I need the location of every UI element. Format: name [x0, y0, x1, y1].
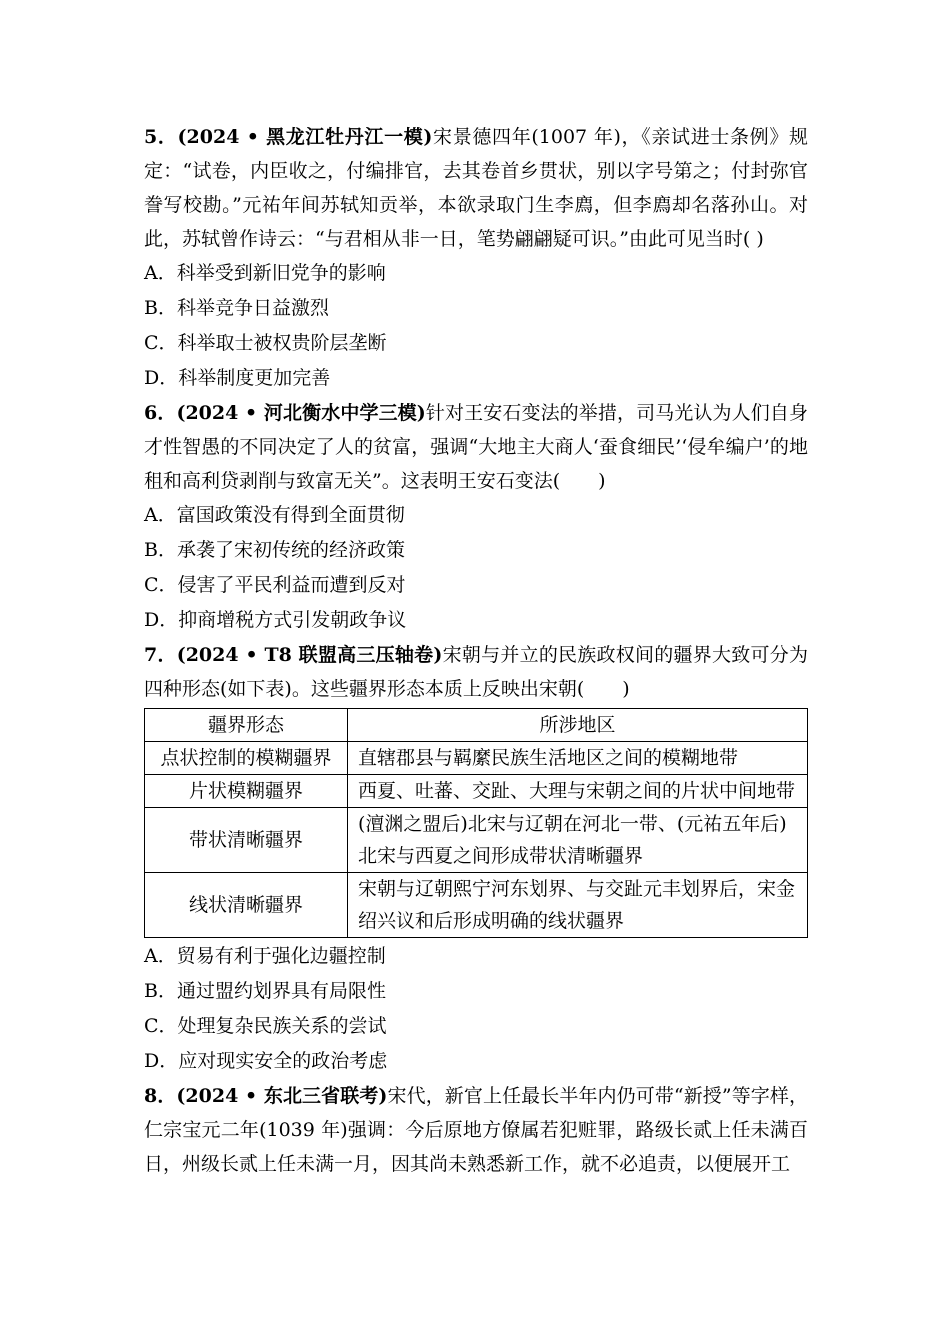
option-b: B．科举竞争日益激烈 — [144, 297, 329, 319]
table-cell: 点状控制的模糊疆界 — [145, 742, 348, 775]
option-b: B．承袭了宋初传统的经济政策 — [144, 539, 405, 561]
table-row — [145, 775, 808, 808]
question-stem: 宋朝与并立的民族政权间的疆界大致可分为四种形态(如下表)。这些疆界形态本质上反映出宋朝( ) — [144, 644, 808, 700]
table-row — [145, 742, 808, 775]
table-header: 所涉地区 — [348, 709, 808, 742]
question-number: 6． — [144, 402, 177, 424]
question-number: 7． — [144, 644, 177, 666]
question-stem: 针对王安石变法的举措，司马光认为人们自身才性智愚的不同决定了人的贫富，强调“大地主大商人‘蚕食细民’‘侵牟编户’的地租和高利贷剥削与致富无关”。这表明王安石变法( ) — [144, 402, 808, 492]
table-cell: 带状清晰疆界 — [145, 808, 348, 873]
question-list — [144, 120, 808, 1181]
option-b: B．通过盟约划界具有局限性 — [144, 980, 386, 1002]
option-c: C．侵害了平民利益而遭到反对 — [144, 574, 406, 596]
table-cell: 片状模糊疆界 — [145, 775, 348, 808]
question-number: 8． — [144, 1085, 177, 1107]
option-a: A．富国政策没有得到全面贯彻 — [144, 504, 405, 526]
option-d: D．抑商增税方式引发朝政争议 — [144, 609, 407, 631]
option-a: A．贸易有利于强化边疆控制 — [144, 945, 386, 967]
table-row — [145, 873, 808, 938]
option-c: C．处理复杂民族关系的尝试 — [144, 1015, 387, 1037]
table-cell: 直辖郡县与羁縻民族生活地区之间的模糊地带 — [348, 742, 808, 775]
table-cell: 线状清晰疆界 — [145, 873, 348, 938]
question-7 — [144, 638, 808, 706]
table-row — [145, 808, 808, 873]
question-source: (2024 • T8 联盟高三压轴卷) — [176, 644, 443, 666]
table-header-row — [145, 709, 808, 742]
option-d: D．科举制度更加完善 — [144, 367, 331, 389]
table-cell: 西夏、吐蕃、交趾、大理与宋朝之间的片状中间地带 — [348, 775, 808, 808]
question-number: 5． — [144, 126, 178, 148]
question-stem: 宋代，新官上任最长半年内仍可带“新授”等字样，仁宗宝元二年(1039 年)强调：今后原地方僚属若犯赃罪，路级长贰上任未满百日，州级长贰上任未满一月，因其尚未熟悉新工作，就不必追责，以便展开工 — [144, 1085, 808, 1175]
table-header: 疆界形态 — [145, 709, 348, 742]
question-6 — [144, 396, 808, 498]
option-c: C．科举取士被权贵阶层垄断 — [144, 332, 387, 354]
question-stem: 宋景德四年(1007 年)，《亲试进士条例》规定：“试卷，内臣收之，付编排官，去其卷首乡贯状，别以字号第之；付封弥官誊写校勘。”元祐年间苏轼知贡举，本欲录取门生李廌，但李廌却名落孙山。对此，苏轼曾作诗云：“与君相从非一日，笔势翩翩疑可识。”由此可见当时( ) — [144, 126, 808, 250]
border-types-table — [144, 708, 808, 938]
question-5 — [144, 120, 808, 256]
question-source: (2024 • 河北衡水中学三模) — [176, 402, 426, 424]
option-a: A．科举受到新旧党争的影响 — [144, 262, 386, 284]
question-source: (2024 • 东北三省联考) — [176, 1085, 388, 1107]
option-d: D．应对现实安全的政治考虑 — [144, 1050, 388, 1072]
table-cell: (澶渊之盟后)北宋与辽朝在河北一带、(元祐五年后)北宋与西夏之间形成带状清晰疆界 — [348, 808, 808, 873]
question-source: (2024 • 黑龙江牡丹江一模) — [177, 126, 433, 148]
question-8 — [144, 1079, 808, 1181]
table-cell: 宋朝与辽朝熙宁河东划界、与交趾元丰划界后，宋金绍兴议和后形成明确的线状疆界 — [348, 873, 808, 938]
